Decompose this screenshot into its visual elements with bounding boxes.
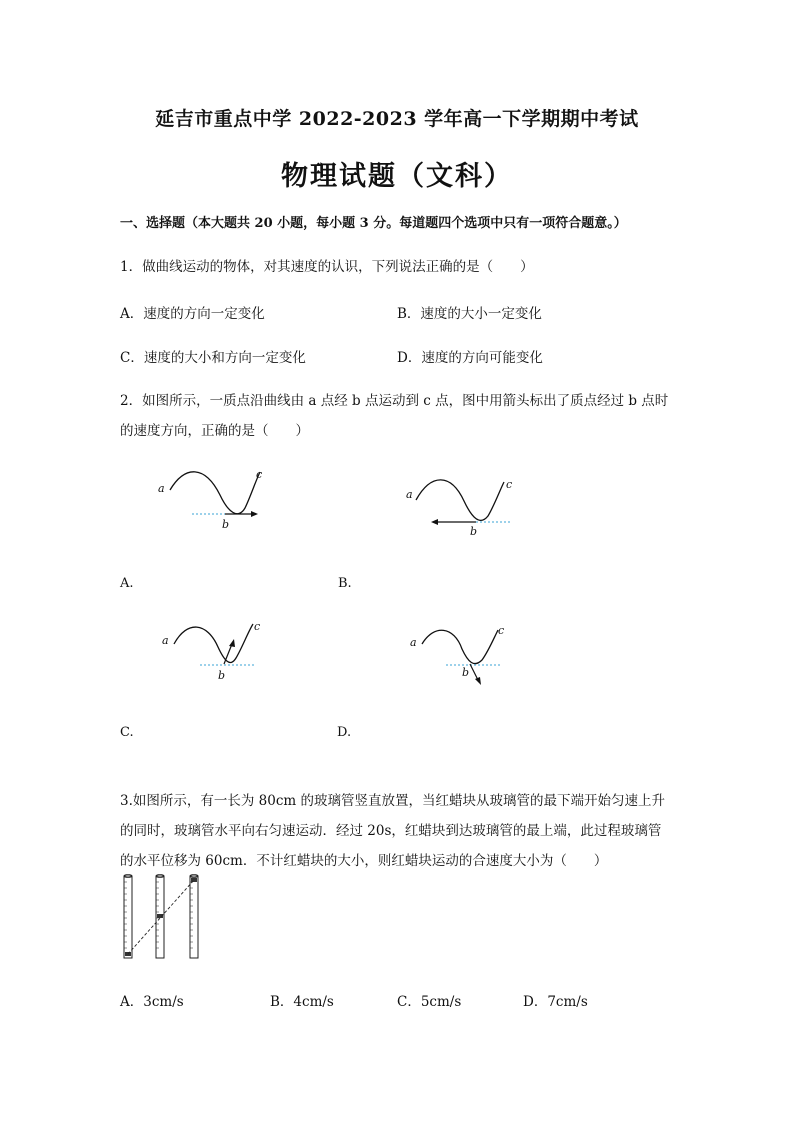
q1-option-b[interactable]: B．速度的大小一定变化 — [397, 306, 542, 322]
trajectory-curve — [170, 472, 260, 514]
exam-title: 延吉市重点中学 2022-2023 学年高一下学期期中考试 — [155, 108, 639, 130]
exam-subtitle: 物理试题（文科） — [281, 161, 513, 192]
q3-option-b[interactable]: B．4cm/s — [270, 994, 334, 1010]
point-b-label: b — [462, 666, 470, 679]
q2-option-b-label[interactable]: B. — [338, 576, 352, 591]
velocity-arrow — [470, 664, 478, 680]
arrow-head-icon — [251, 511, 258, 517]
q2-option-a-label[interactable]: A. — [120, 576, 134, 591]
q3-glass-tube-figure — [118, 872, 208, 962]
point-b-label: b — [222, 518, 230, 531]
q3-option-a[interactable]: A．3cm/s — [120, 994, 184, 1010]
q3-stem-line2: 的同时，玻璃管水平向右匀速运动．经过 20s，红蜡块到达玻璃管的最上端，此过程玻璃管 — [120, 823, 662, 839]
velocity-arrow — [224, 644, 232, 664]
point-a-label: a — [158, 482, 165, 495]
q2-option-c-label[interactable]: C. — [120, 725, 134, 740]
trajectory-curve — [416, 480, 504, 521]
point-a-label: a — [406, 488, 413, 501]
q2-figure-a — [150, 460, 270, 535]
point-c-label: c — [506, 478, 513, 491]
q1-option-c[interactable]: C．速度的大小和方向一定变化 — [120, 350, 306, 366]
section-heading: 一、选择题（本大题共 20 小题，每小题 3 分。每道题四个选项中只有一项符合题意。） — [120, 216, 627, 231]
glass-tube-3 — [190, 875, 198, 959]
q2-figure-c — [152, 612, 272, 687]
point-b-label: b — [470, 525, 478, 538]
trajectory-curve — [174, 624, 253, 662]
q3-stem-line1: 3.如图所示，有一长为 80cm 的玻璃管竖直放置，当红蜡块从玻璃管的最下端开始匀速上升 — [120, 793, 666, 809]
point-b-label: b — [218, 669, 226, 682]
q1-stem: 1．做曲线运动的物体，对其速度的认识，下列说法正确的是（ ） — [120, 259, 534, 275]
q3-option-d[interactable]: D．7cm/s — [523, 994, 588, 1010]
point-a-label: a — [162, 634, 169, 647]
point-c-label: c — [254, 620, 261, 633]
q2-stem-line1: 2．如图所示，一质点沿曲线由 a 点经 b 点运动到 c 点，图中用箭头标出了质点经过 b 点时 — [120, 393, 669, 409]
q1-option-d[interactable]: D．速度的方向可能变化 — [397, 350, 543, 366]
arrow-head-icon — [475, 677, 481, 685]
point-c-label: c — [256, 468, 263, 481]
q1-option-a[interactable]: A．速度的方向一定变化 — [120, 306, 265, 322]
glass-tube-2 — [156, 875, 164, 959]
trajectory-curve — [422, 630, 498, 664]
q2-figure-d — [398, 614, 518, 689]
q3-stem-line3: 的水平位移为 60cm．不计红蜡块的大小，则红蜡块运动的合速度大小为（ ） — [120, 853, 608, 869]
q3-option-c[interactable]: C．5cm/s — [397, 994, 462, 1010]
arrow-head-icon — [431, 519, 438, 525]
q2-stem-line2: 的速度方向，正确的是（ ） — [120, 423, 309, 439]
point-a-label: a — [410, 636, 417, 649]
q2-figure-b — [396, 468, 516, 543]
arrow-head-icon — [229, 639, 235, 647]
q2-option-d-label[interactable]: D. — [337, 725, 352, 740]
point-c-label: c — [498, 624, 505, 637]
glass-tube-1 — [124, 875, 132, 959]
